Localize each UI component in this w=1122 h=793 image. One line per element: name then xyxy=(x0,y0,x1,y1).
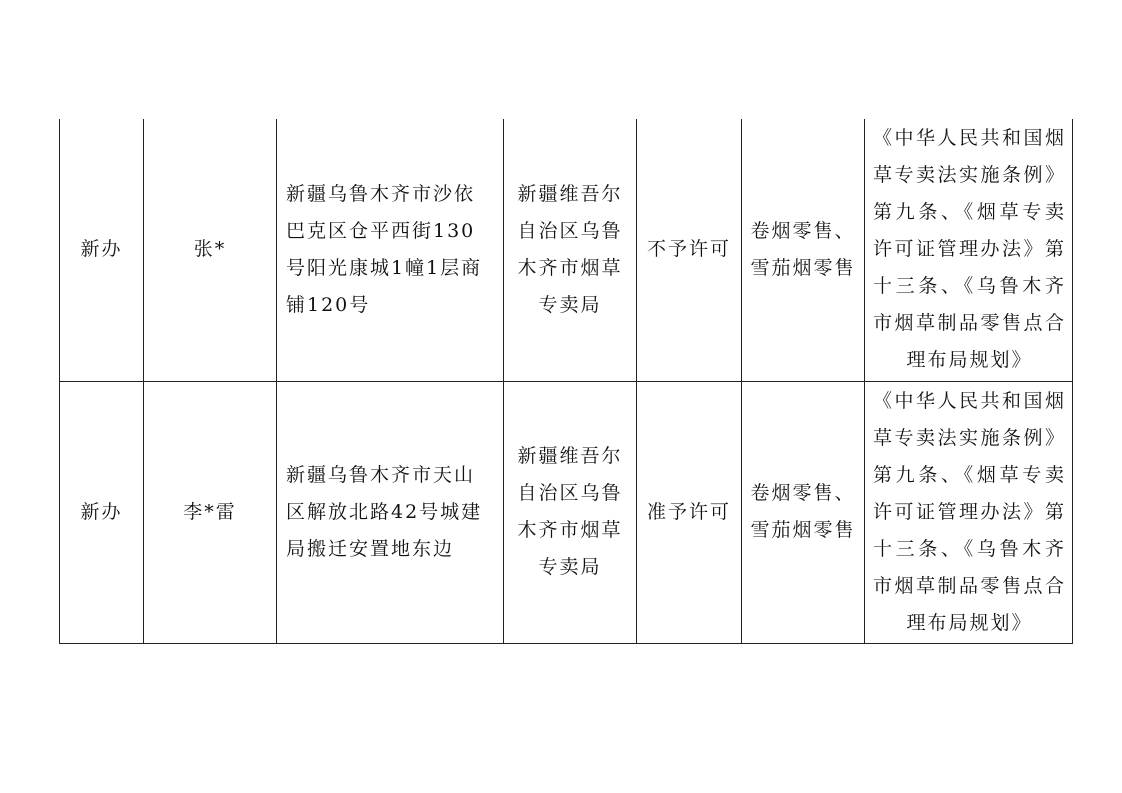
decision-result-cell xyxy=(637,119,742,381)
issuing-authority: 新疆维吾尔自治区乌鲁木齐市烟草专卖局 xyxy=(517,182,623,316)
business-scope: 卷烟零售、雪茄烟零售 xyxy=(750,482,856,542)
decision-result-cell xyxy=(637,381,742,643)
business-address: 新疆乌鲁木齐市天山区解放北路42号城建局搬迁安置地东边 xyxy=(286,463,483,560)
application-type-cell xyxy=(60,119,144,381)
business-scope-cell xyxy=(742,119,865,381)
license-decision-table xyxy=(59,119,1073,644)
business-scope: 卷烟零售、雪茄烟零售 xyxy=(750,219,856,279)
applicant-name: 李*雷 xyxy=(183,500,237,523)
legal-basis-cell xyxy=(865,119,1073,381)
table-row xyxy=(60,119,1073,381)
applicant-name-cell xyxy=(144,381,277,643)
application-type: 新办 xyxy=(80,500,123,523)
decision-result: 不予许可 xyxy=(646,238,731,261)
table-row xyxy=(60,381,1073,643)
issuing-authority-cell xyxy=(504,381,637,643)
business-address: 新疆乌鲁木齐市沙依巴克区仓平西街130号阳光康城1幢1层商铺120号 xyxy=(286,182,483,316)
business-scope-cell xyxy=(742,381,865,643)
legal-basis: 《中华人民共和国烟草专卖法实施条例》第九条、《烟草专卖许可证管理办法》第十三条、《乌鲁木齐市烟草制品零售点合理布局规划》 xyxy=(873,389,1066,634)
business-address-cell xyxy=(277,119,504,381)
applicant-name-cell xyxy=(144,119,277,381)
application-type: 新办 xyxy=(80,238,123,261)
decision-result: 准予许可 xyxy=(646,500,731,523)
applicant-name: 张* xyxy=(193,238,227,261)
business-address-cell xyxy=(277,381,504,643)
legal-basis: 《中华人民共和国烟草专卖法实施条例》第九条、《烟草专卖许可证管理办法》第十三条、《乌鲁木齐市烟草制品零售点合理布局规划》 xyxy=(873,127,1066,372)
legal-basis-cell xyxy=(865,381,1073,643)
application-type-cell xyxy=(60,381,144,643)
license-decision-table-wrapper xyxy=(59,119,1070,644)
issuing-authority: 新疆维吾尔自治区乌鲁木齐市烟草专卖局 xyxy=(517,445,623,579)
issuing-authority-cell xyxy=(504,119,637,381)
